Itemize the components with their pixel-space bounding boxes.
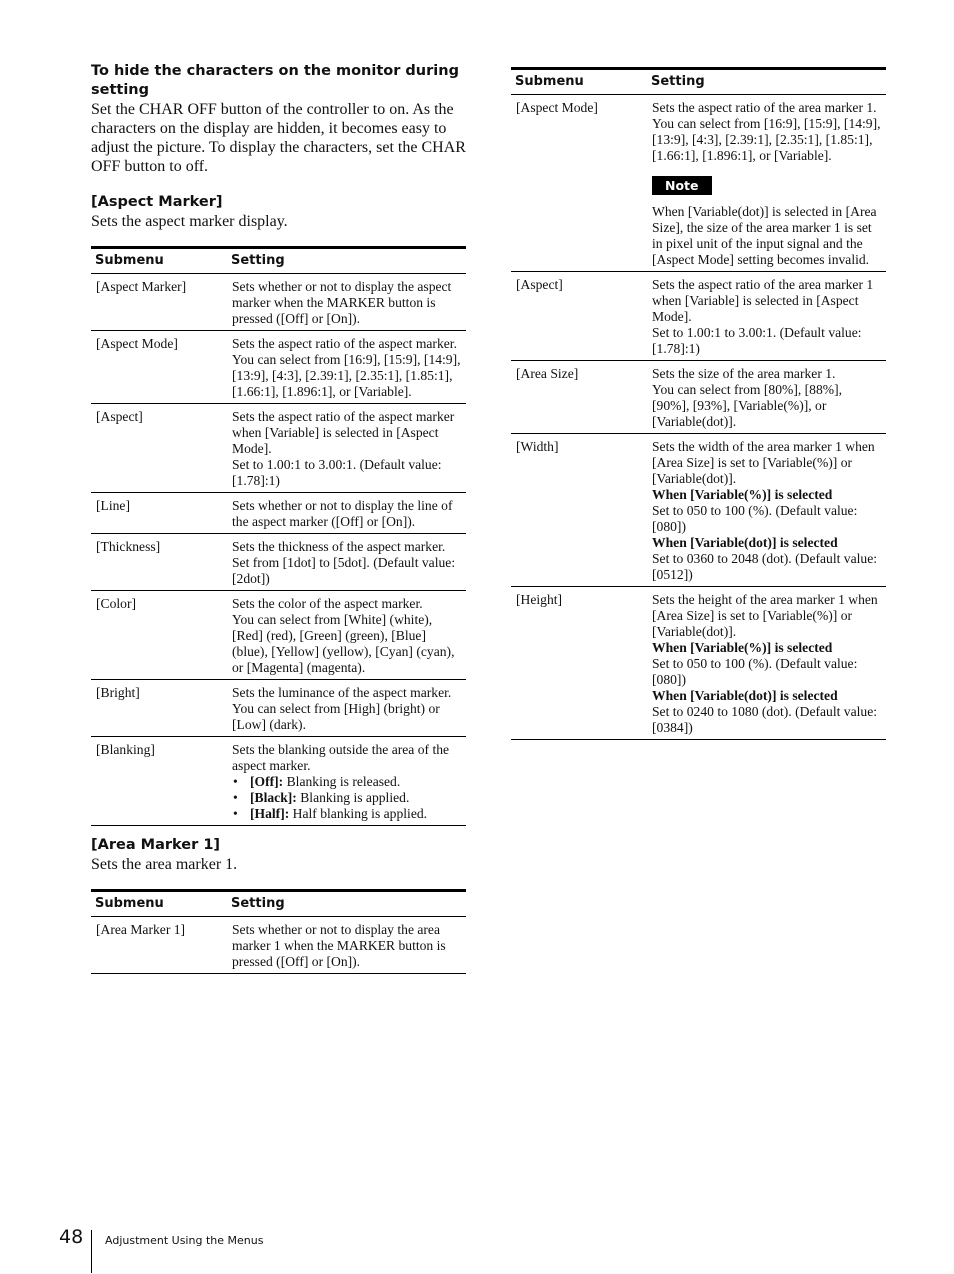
width-dot-heading: When [Variable(dot)] is selected [652,535,838,550]
table-row [91,680,466,737]
hide-characters-body: Set the CHAR OFF button of the controller to on. As the characters on the display are hidden, it becomes easy to adjust the picture. To display the characters, set the CHAR OFF button to off. [91,101,466,175]
table-row [91,331,466,404]
note-label: Note [652,176,712,195]
setting-cell: Sets the aspect ratio of the aspect marker when [Variable] is selected in [Aspect Mode]. Set to 1.00:1 to 3.00:1. (Default value: [1.78]:1) [227,404,466,493]
area-marker-heading: [Area Marker 1] [91,837,221,853]
setting-cell [647,587,886,740]
setting-cell: Sets whether or not to display the line of the aspect marker ([Off] or [On]). [227,493,466,534]
footer-divider [91,1230,92,1273]
table-row-width [511,434,886,587]
table-header-row [511,69,886,95]
setting-column-header: Setting [227,891,466,917]
height-percent-text: Set to 050 to 100 (%). (Default value: [080]) [652,656,858,687]
submenu-column-header: Submenu [91,891,227,917]
setting-cell: Sets the size of the area marker 1. You can select from [80%], [88%], [90%], [93%], [Variable(%)], or [Variable(dot)]. [647,361,886,434]
note-text: When [Variable(dot)] is selected in [Area Size], the size of the area marker 1 is set in pixel unit of the input signal and the [Aspect Mode] setting becomes invalid. [647,198,886,272]
area-marker-settings-table [511,67,886,740]
blanking-intro: Sets the blanking outside the area of the aspect marker. [232,742,450,773]
table-row-area-marker-1 [91,917,466,974]
aspect-mode-setting: Sets the aspect ratio of the area marker 1. You can select from [16:9], [15:9], [14:9], [13:9], [4:3], [2.39:1], [2.35:1], [1.85:1], [1.66:1], [1.896:1], or [Variable]. [652,100,881,163]
submenu-cell: [Aspect] [511,272,647,361]
submenu-cell: [Aspect Mode] [516,100,598,115]
right-column [511,67,886,740]
table-row-aspect-mode-note [511,198,886,272]
table-row-aspect-mode [511,95,886,199]
height-intro: Sets the height of the area marker 1 when [Area Size] is set to [Variable(%)] or [Variable(dot)]. [652,592,878,639]
width-percent-heading: When [Variable(%)] is selected [652,487,833,502]
table-row [91,274,466,331]
table-row [91,534,466,591]
width-percent-text: Set to 050 to 100 (%). (Default value: [080]) [652,503,858,534]
area-marker-description: Sets the area marker 1. [91,856,238,873]
submenu-cell: [Aspect Mode] [91,331,227,404]
width-dot-text: Set to 0360 to 2048 (dot). (Default value: [0512]) [652,551,878,582]
blanking-option-half: • [Half]: Half blanking is applied. [250,806,462,822]
setting-cell: Sets the thickness of the aspect marker. Set from [1dot] to [5dot]. (Default value: [2dot]) [227,534,466,591]
setting-column-header: Setting [227,248,466,274]
submenu-cell: [Aspect] [91,404,227,493]
submenu-cell: [Area Marker 1] [91,917,227,974]
footer-section-label: Adjustment Using the Menus [105,1234,264,1247]
table-header-row [91,248,466,274]
submenu-cell: [Aspect Marker] [91,274,227,331]
width-intro: Sets the width of the area marker 1 when [Area Size] is set to [Variable(%)] or [Variable(dot)]. [652,439,875,486]
table-row [91,404,466,493]
submenu-cell: [Thickness] [91,534,227,591]
setting-cell: Sets the color of the aspect marker. You can select from [White] (white), [Red] (red), [Green] (green), [Blue] (blue), [Yellow] (yellow), [Cyan] (cyan), or [Magenta] (magenta). [227,591,466,680]
area-marker-table [91,889,466,974]
table-row [91,591,466,680]
submenu-column-header: Submenu [511,69,647,95]
setting-cell [227,737,466,826]
submenu-cell: [Line] [91,493,227,534]
submenu-cell: [Color] [91,591,227,680]
submenu-cell: [Area Size] [511,361,647,434]
setting-cell: Sets the aspect ratio of the aspect marker. You can select from [16:9], [15:9], [14:9], [13:9], [4:3], [2.39:1], [2.35:1], [1.85:1], [1.66:1], [1.896:1], or [Variable]. [227,331,466,404]
table-row-blanking [91,737,466,826]
table-header-row [91,891,466,917]
height-dot-heading: When [Variable(dot)] is selected [652,688,838,703]
table-row-aspect [511,272,886,361]
left-column [91,62,466,974]
blanking-option-black: • [Black]: Blanking is applied. [250,790,462,806]
submenu-column-header: Submenu [91,248,227,274]
setting-cell: Sets whether or not to display the area marker 1 when the MARKER button is pressed ([Off] or [On]). [227,917,466,974]
hide-characters-heading: To hide the characters on the monitor during setting [91,63,459,98]
aspect-marker-description: Sets the aspect marker display. [91,213,288,230]
setting-cell: Sets the aspect ratio of the area marker 1 when [Variable] is selected in [Aspect Mode]. Set to 1.00:1 to 3.00:1. (Default value: [1.78]:1) [647,272,886,361]
aspect-marker-rows [91,274,466,737]
table-row [91,493,466,534]
setting-cell [647,434,886,587]
submenu-cell: [Bright] [91,680,227,737]
height-dot-text: Set to 0240 to 1080 (dot). (Default value: [0384]) [652,704,878,735]
height-percent-heading: When [Variable(%)] is selected [652,640,833,655]
table-row-area-size [511,361,886,434]
setting-column-header: Setting [647,69,886,95]
setting-cell [647,95,886,199]
page-number: 48 [59,1226,84,1248]
setting-cell: Sets whether or not to display the aspect marker when the MARKER button is pressed ([Off] or [On]). [227,274,466,331]
setting-cell: Sets the luminance of the aspect marker. You can select from [High] (bright) or [Low] (dark). [227,680,466,737]
submenu-cell: [Height] [511,587,647,740]
submenu-cell: [Blanking] [91,737,227,826]
table-row-height [511,587,886,740]
submenu-cell: [Width] [511,434,647,587]
aspect-marker-heading: [Aspect Marker] [91,194,223,210]
aspect-marker-table [91,246,466,826]
blanking-option-off: • [Off]: Blanking is released. [250,774,462,790]
blanking-options-list [232,774,462,822]
